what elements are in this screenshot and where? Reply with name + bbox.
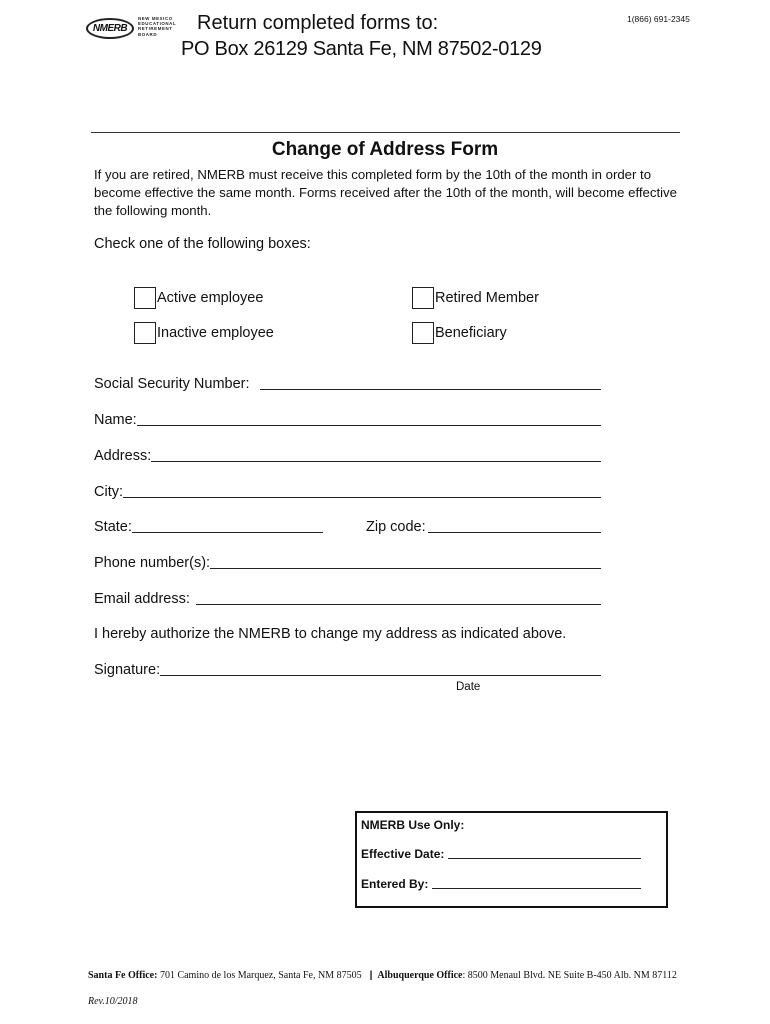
email-input[interactable] — [196, 591, 601, 605]
logo-wordmark — [138, 16, 182, 37]
state-input[interactable] — [132, 519, 323, 533]
option-label: Inactive employee — [157, 325, 274, 341]
santa-fe-office-address: 701 Camino de los Marquez, Santa Fe, NM 87505 — [159, 970, 362, 981]
city-input[interactable] — [123, 484, 601, 498]
checkbox-retired-member[interactable] — [412, 287, 434, 309]
nmerb-logo — [86, 14, 182, 42]
city-label: City: — [94, 484, 123, 500]
zip-input[interactable] — [428, 519, 601, 533]
form-title: Change of Address Form — [271, 139, 499, 160]
entered-by-row — [361, 877, 641, 891]
header-divider — [91, 132, 680, 133]
entered-by-input[interactable] — [432, 878, 641, 889]
signature-input[interactable] — [160, 662, 601, 676]
albuquerque-office-label: Albuquerque Office — [377, 970, 463, 981]
option-label: Retired Member — [435, 290, 539, 306]
zip-label: Zip code: — [366, 519, 426, 535]
logo-line: RETIREMENT — [138, 26, 173, 32]
return-label: Return completed forms to: — [197, 12, 439, 34]
signature-field — [94, 662, 601, 678]
option-beneficiary[interactable] — [412, 322, 507, 344]
name-input[interactable] — [137, 412, 601, 426]
logo-line: EDUCATIONAL — [138, 21, 177, 27]
entered-by-label: Entered By: — [361, 877, 429, 891]
effective-date-input[interactable] — [448, 848, 641, 859]
option-active-employee[interactable] — [134, 287, 263, 309]
date-label: Date — [456, 681, 481, 693]
logo-abbr: NMERB — [92, 23, 128, 34]
zip-field — [366, 519, 601, 535]
footer-separator: | — [369, 970, 373, 981]
logo-oval — [86, 18, 134, 39]
state-label: State: — [94, 519, 132, 535]
name-label: Name: — [94, 412, 137, 428]
logo-line: NEW MEXICO — [138, 16, 173, 21]
name-field — [94, 412, 601, 428]
ssn-field — [94, 376, 601, 392]
signature-label: Signature: — [94, 662, 161, 678]
intro-paragraph: If you are retired, NMERB must receive this completed form by the 10th of the month in order to become effective the same month. Forms received after the 10th of the month, will become effective the following month. — [94, 167, 677, 218]
address-label: Address: — [94, 448, 152, 464]
check-prompt: Check one of the following boxes: — [94, 236, 311, 252]
effective-date-label: Effective Date: — [361, 847, 445, 861]
logo-line: BOARD — [138, 31, 158, 37]
phone-field — [94, 555, 601, 571]
ssn-label: Social Security Number: — [94, 376, 250, 392]
ssn-input[interactable] — [260, 376, 601, 390]
authorization-statement: I hereby authorize the NMERB to change my address as indicated above. — [94, 626, 567, 642]
effective-date-row — [361, 847, 641, 861]
address-field — [94, 448, 601, 464]
phone-input[interactable] — [210, 555, 601, 569]
option-inactive-employee[interactable] — [134, 322, 274, 344]
phone-label: Phone number(s): — [94, 555, 211, 571]
address-input[interactable] — [151, 448, 601, 462]
option-retired-member[interactable] — [412, 287, 539, 309]
email-label: Email address: — [94, 591, 190, 607]
phone-number: 1(866) 691-2345 — [627, 14, 690, 24]
email-field — [94, 591, 601, 607]
checkbox-inactive-employee[interactable] — [134, 322, 156, 344]
option-label: Beneficiary — [435, 325, 507, 341]
city-field — [94, 484, 601, 500]
office-use-title: NMERB Use Only: — [361, 818, 465, 832]
footer-addresses — [88, 970, 677, 981]
po-box-address: PO Box 26129 Santa Fe, NM 87502-0129 — [181, 38, 542, 60]
checkbox-beneficiary[interactable] — [412, 322, 434, 344]
state-field — [94, 519, 323, 535]
revision-date: Rev.10/2018 — [88, 996, 138, 1007]
santa-fe-office-label: Santa Fe Office: — [88, 970, 158, 981]
checkbox-active-employee[interactable] — [134, 287, 156, 309]
albuquerque-office-address: : 8500 Menaul Blvd. NE Suite B-450 Alb. NM 87112 — [462, 970, 677, 981]
option-label: Active employee — [157, 290, 264, 306]
